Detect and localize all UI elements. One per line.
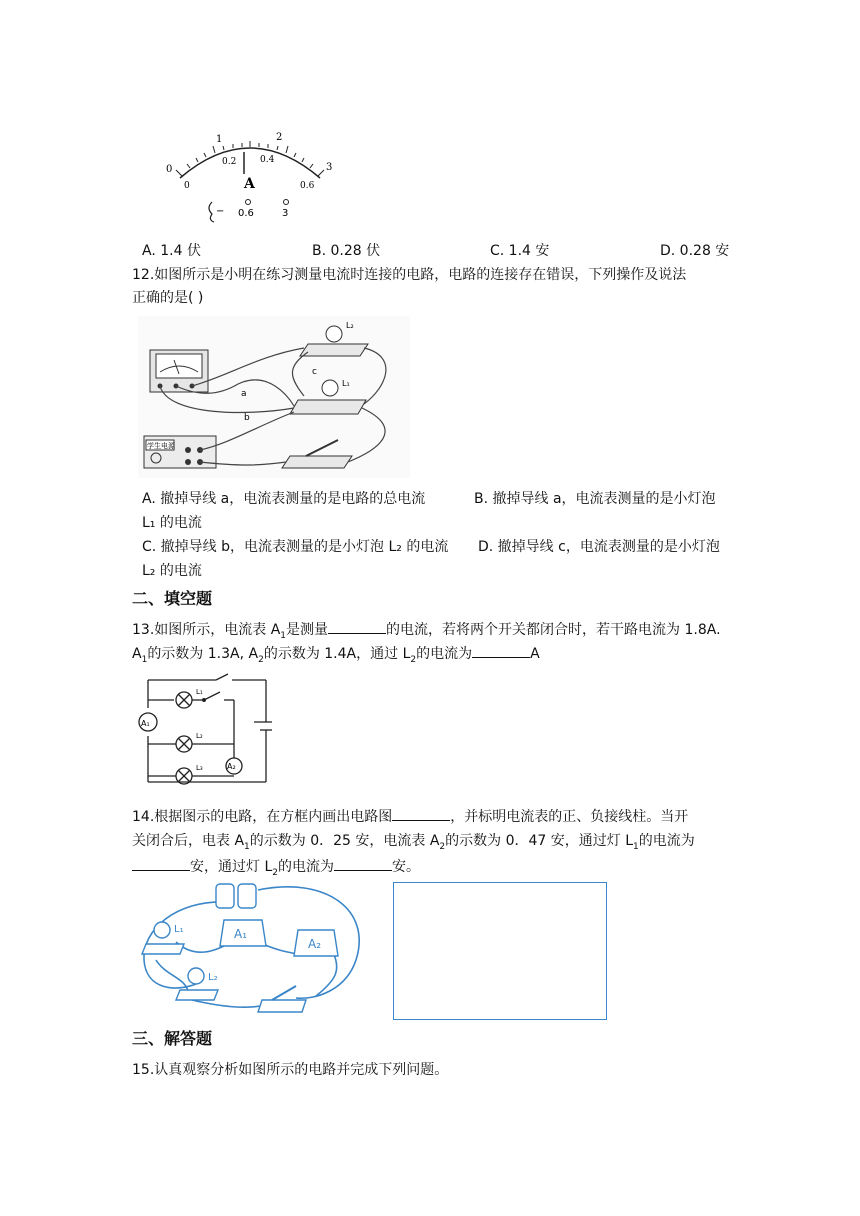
q14-line2 — [132, 831, 742, 857]
q13-l2-p5: A — [530, 646, 540, 662]
q14-answer-box[interactable] — [393, 882, 607, 1020]
q14-fig-l1: L₁ — [174, 924, 184, 935]
q13-fig-l1: L₁ — [196, 688, 203, 696]
q14-l3-p2: 的电流为 — [277, 859, 334, 875]
q13-l1-sub: 1 — [280, 630, 287, 641]
power-supply-label: 学生电源 — [147, 442, 175, 450]
q13-circuit-diagram — [132, 672, 272, 790]
q14-l3-p3: 安。 — [391, 859, 420, 875]
q12-option-c[interactable]: C. 撤掉导线 b，电流表测量的是小灯泡 L₂ 的电流 — [142, 539, 449, 555]
q13-line2 — [132, 643, 742, 670]
q13-blank-1[interactable] — [328, 619, 386, 634]
q14-l2-p1: 关闭合后，电表 A — [132, 833, 245, 849]
q14-fig-a2: A₂ — [308, 937, 322, 951]
scale-bottom-1: 0.2 — [222, 157, 237, 167]
q13-line1 — [132, 619, 742, 646]
q13-l1-p1: 13.如图所示，电流表 A — [132, 622, 281, 638]
q14-blank-1[interactable] — [392, 806, 450, 821]
q13-l2-p2: 的示数为 1.3A, A — [147, 646, 259, 662]
terminal-negative: − — [216, 206, 225, 217]
q13-l1-p2: 是测量 — [286, 622, 329, 638]
q12-stem-line2: 正确的是( ) — [132, 290, 204, 306]
scale-bottom-2: 0.4 — [260, 155, 275, 165]
q13-l2-sub1: 1 — [141, 654, 148, 665]
q13-l2-sub2: 2 — [258, 654, 264, 665]
q13-l2-p3: 的示数为 1.4A，通过 L — [263, 646, 411, 662]
q11-option-d[interactable]: D. 0.28 安 — [660, 243, 730, 259]
ammeter-dial-figure — [160, 128, 340, 230]
q12-option-a[interactable]: A. 撤掉导线 a，电流表测量的是电路的总电流 — [142, 491, 426, 507]
scale-bottom-0: 0 — [184, 181, 190, 191]
q13-blank-2[interactable] — [472, 643, 530, 658]
q11-option-a[interactable]: A. 1.4 伏 — [142, 243, 201, 259]
q14-l3-p1: 安，通过灯 L — [190, 859, 273, 875]
section-2-title: 二、填空题 — [132, 589, 213, 608]
q14-l1-p1: 14.根据图示的电路，在方框内画出电路图 — [132, 809, 393, 825]
q12-option-d-line2[interactable]: L₂ 的电流 — [142, 563, 202, 579]
q13-l1-p3: 的电流，若将两个开关都闭合时，若干路电流为 1.8A. — [386, 622, 721, 638]
q14-l3-sub1: 2 — [272, 867, 278, 878]
q11-option-b[interactable]: B. 0.28 伏 — [312, 243, 381, 259]
q13-l2-p4: 的电流为 — [416, 646, 473, 662]
q14-blank-3[interactable] — [334, 856, 392, 871]
wire-a-label: a — [241, 389, 247, 399]
q14-l2-sub2: 2 — [439, 841, 446, 852]
q12-option-d-line1[interactable]: D. 撤掉导线 c，电流表测量的是小灯泡 — [478, 539, 720, 555]
wire-b-label: b — [244, 413, 250, 423]
terminal-0-6: 0.6 — [238, 208, 254, 219]
scale-top-1: 1 — [216, 134, 223, 145]
q14-l1-p2: ，并标明电流表的正、负接线柱。当开 — [450, 809, 689, 825]
q14-circuit-figure — [136, 880, 372, 1018]
scale-bottom-3: 0.6 — [300, 181, 315, 191]
q12-circuit-figure — [138, 316, 410, 478]
q12-option-b-line1[interactable]: B. 撤掉导线 a，电流表测量的是小灯泡 — [474, 491, 716, 507]
q13-fig-a1: A₁ — [141, 719, 150, 728]
q14-fig-a1: A₁ — [234, 927, 248, 941]
q13-fig-l2: L₂ — [196, 732, 203, 740]
q14-l2-p2: 的示数为 0．25 安，电流表 A — [249, 833, 440, 849]
q14-l2-sub1: 1 — [244, 841, 250, 852]
q15-stem: 15.认真观察分析如图所示的电路并完成下列问题。 — [132, 1062, 449, 1078]
terminal-3: 3 — [282, 208, 289, 219]
q11-option-c[interactable]: C. 1.4 安 — [490, 243, 550, 259]
q14-line3 — [132, 856, 742, 883]
unit-label: A — [244, 176, 255, 192]
q14-blank-2[interactable] — [132, 856, 190, 871]
q14-fig-l2: L₂ — [208, 972, 218, 983]
q14-l2-p4: 的电流为 — [638, 833, 695, 849]
scale-top-0: 0 — [166, 164, 173, 175]
q13-fig-a2: A₂ — [227, 762, 236, 771]
q13-l2-sub3: 2 — [410, 654, 417, 665]
section-3-title: 三、解答题 — [132, 1029, 213, 1048]
scale-top-2: 2 — [276, 132, 283, 143]
q13-l2-p1: A — [132, 646, 142, 662]
lamp-l1-label: L₁ — [342, 379, 350, 388]
q14-line1 — [132, 806, 742, 827]
lamp-l2-label: L₂ — [346, 321, 354, 330]
q12-option-b-line2[interactable]: L₁ 的电流 — [142, 515, 202, 531]
q13-fig-l3: L₃ — [196, 764, 203, 772]
q12-stem-line1: 12.如图所示是小明在练习测量电流时连接的电路，电路的连接存在错误，下列操作及说法 — [132, 267, 687, 283]
q14-l2-sub3: 1 — [633, 841, 639, 852]
wire-c-label: c — [312, 367, 317, 377]
q14-l2-p3: 的示数为 0．47 安，通过灯 L — [445, 833, 634, 849]
scale-top-3: 3 — [326, 162, 333, 173]
